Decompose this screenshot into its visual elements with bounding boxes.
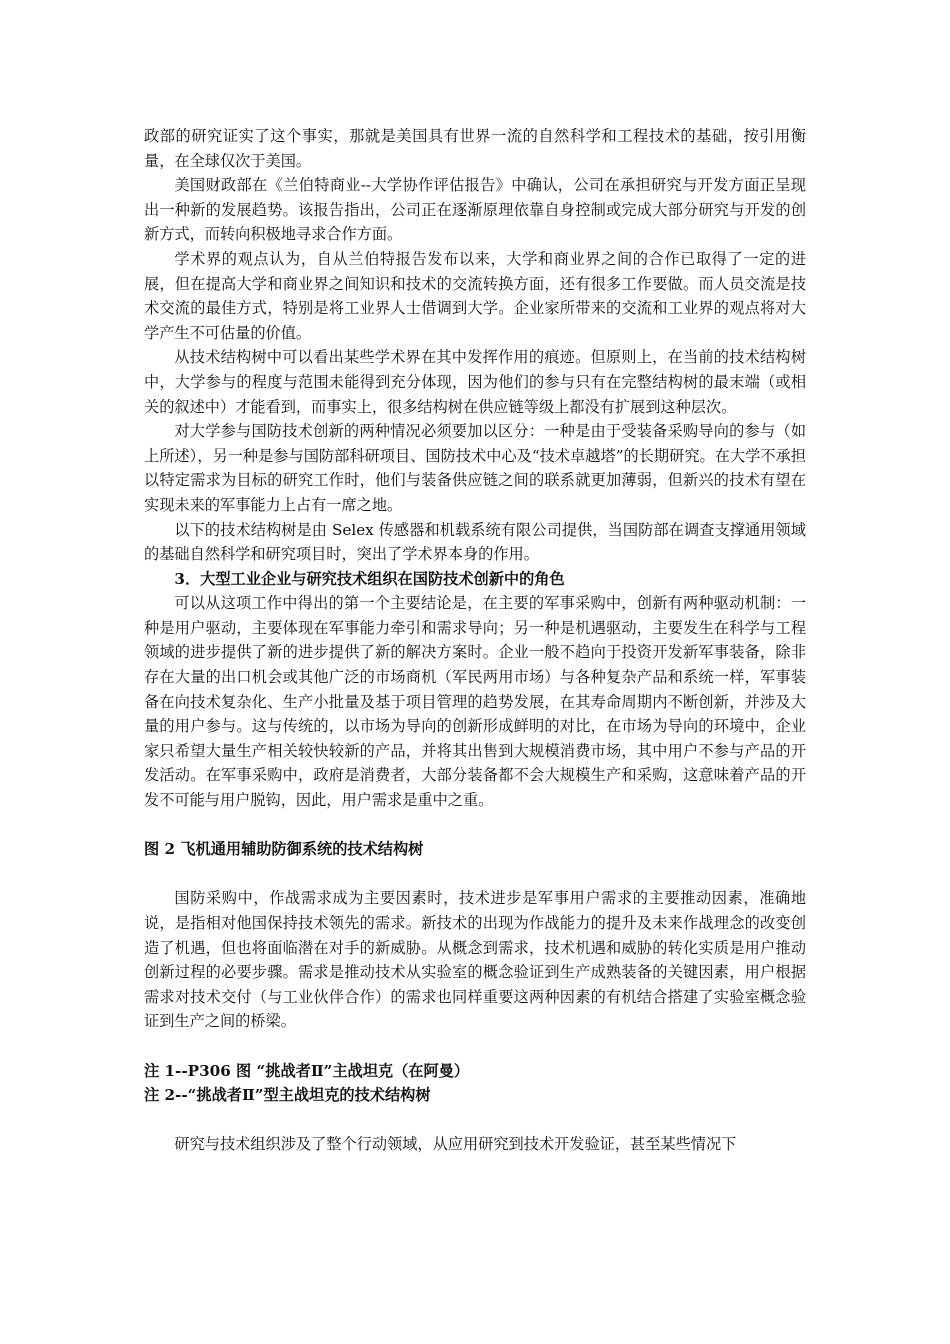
paragraph-research-organizations: 研究与技术组织涉及了整个行动领域，从应用研究到技术开发验证，甚至某些情况下 bbox=[174, 1135, 737, 1154]
section-heading-3: 3．大型工业企业与研究技术组织在国防技术创新中的角色 bbox=[174, 569, 565, 588]
note-1: 注 1--P306 图 “挑战者Ⅱ”主战坦克（在阿曼） bbox=[144, 1061, 470, 1080]
paragraph-lambert-report: 美国财政部在《兰伯特商业--大学协作评估报告》中确认，公司在承担研究与开发方面正呈现出一种新的发展趋势。该报告指出，公司正在逐渐原理依靠自身控制或完成大部分研究与开发的创新方式，而转向积极地寻求合作方面。 bbox=[144, 176, 806, 244]
paragraph-academic-view: 学术界的观点认为，自从兰伯特报告发布以来，大学和商业界之间的合作已取得了一定的进展，但在提高大学和商业界之间知识和技术的交流转换方面，还有很多工作要做。而人员交流是技术交流的最佳方式，特别是将工业界人士借调到大学。企业家所带来的交流和工业界的观点将对大学产生不可估量的价值。 bbox=[144, 249, 806, 342]
paragraph-continuation: 政部的研究证实了这个事实，那就是美国具有世界一流的自然科学和工程技术的基础，按引用衡量，在全球仅次于美国。 bbox=[144, 127, 806, 170]
paragraph-defense-procurement: 国防采购中，作战需求成为主要因素时，技术进步是军事用户需求的主要推动因素，准确地说，是指相对他国保持技术领先的需求。新技术的出现为作战能力的提升及未来作战理念的改变创造了机遇，但也将面临潜在对手的新威胁。从概念到需求，技术机遇和威胁的转化实质是用户推动创新过程的必要步骤。需求是推动技术从实验室的概念验证到生产成熟装备的关键因素，用户根据需求对技术交付（与工业伙伴合作）的需求也同样重要这两种因素的有机结合搭建了实验室概念验证到生产之间的桥梁。 bbox=[144, 889, 806, 1031]
note-2: 注 2--“挑战者Ⅱ”型主战坦克的技术结构树 bbox=[144, 1086, 431, 1105]
paragraph-selex: 以下的技术结构树是由 Selex 传感器和机载系统有限公司提供，当国防部在调查支撑通用领域的基础自然科学和研究项目时，突出了学术界本身的作用。 bbox=[144, 520, 806, 564]
paragraph-innovation-drivers: 可以从这项工作中得出的第一个主要结论是，在主要的军事采购中，创新有两种驱动机制：一种是用户驱动，主要体现在军事能力牵引和需求导向；另一种是机遇驱动，主要发生在科学与工程领域的进步提供了新的进步提供了新的解决方案时。企业一般不趋向于投资开发新军事装备，除非存在大量的出口机会或其他广泛的市场商机（军民两用市场）与各种复杂产品和系统一样，军事装备在向技术复杂化、生产小批量及基于项目管理的趋势发展，在其寿命周期内不断创新，并涉及大量的用户参与。这与传统的，以市场为导向的创新形成鲜明的对比，在市场为导向的环境中，企业家只希望大量生产相关较快较新的产品，并将其出售到大规模消费市场，其中用户不参与产品的开发活动。在军事采购中，政府是消费者，大部分装备都不会大规模生产和采购，这意味着产品的开发不可能与用户脱钩，因此，用户需求是重中之重。 bbox=[144, 594, 806, 810]
paragraph-university-participation: 对大学参与国防技术创新的两种情况必须要加以区分：一种是由于受装备采购导向的参与（如上所述），另一种是参与国防部科研项目、国防技术中心及“技术卓越塔”的长期研究。在大学不承担以特定需求为目标的研究工作时，他们与装备供应链之间的联系就更加薄弱，但新兴的技术有望在实现未来的军事能力上占有一席之地。 bbox=[144, 422, 806, 514]
spacer bbox=[144, 1108, 806, 1133]
figure-caption-2: 图 2 飞机通用辅助防御系统的技术结构树 bbox=[144, 840, 424, 859]
paragraph-technology-tree: 从技术结构树中可以看出某些学术界在其中发挥作用的痕迹。但原则上，在当前的技术结构树中，大学参与的程度与范围未能得到充分体现，因为他们的参与只有在完整结构树的最末端（或相关的叙述中）才能看到，而事实上，很多结构树在供应链等级上都没有扩展到这种层次。 bbox=[144, 348, 806, 416]
document-body bbox=[144, 124, 806, 1157]
spacer bbox=[144, 1034, 806, 1059]
spacer bbox=[144, 862, 806, 887]
spacer bbox=[144, 813, 806, 838]
